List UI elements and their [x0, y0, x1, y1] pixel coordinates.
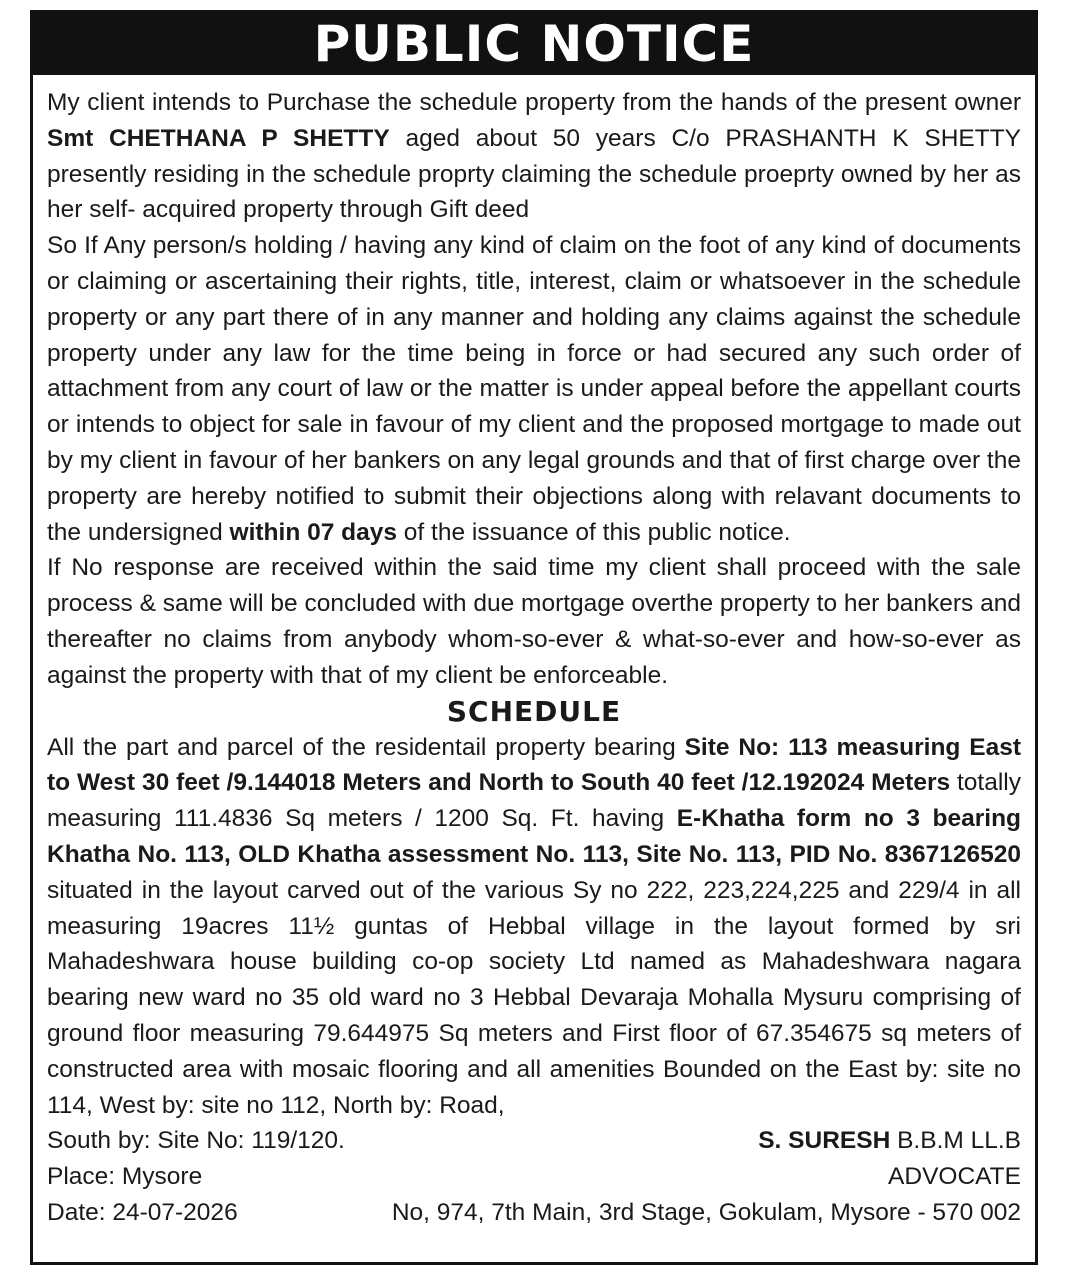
footer-row-2: [47, 1159, 1021, 1195]
schedule-heading: SCHEDULE: [446, 694, 622, 728]
site-details: Site No: 113 measuring East to West 30 feet /9.144018 Meters and North to South 40 feet /12.192024 Meters: [47, 733, 1022, 797]
paragraph-intro: [47, 85, 1021, 228]
notice-title: PUBLIC NOTICE: [33, 13, 1035, 75]
text: totally measuring 111.4836 Sq meters / 1200 Sq. Ft. having: [47, 769, 1021, 833]
paragraph-schedule: [47, 730, 1021, 1124]
advocate-signature: [758, 1123, 1021, 1159]
text: So If Any person/s holding / having any kind of claim on the foot of any kind of documents or claiming or ascertaining their rights, title, interest, claim or whatsoever in the schedule property or any part there of in any manner and holding any claims against the schedule property under any law for the time being in force or had secured any such order of attachment from any court of law or the matter is under appeal before the appellant courts or intends to object for sale in favour of my client and the proposed mortgage to made out by my client in favour of her bankers on any legal grounds and that of first charge over the property are hereby notified to submit their objections along with relavant documents to the undersigned: [47, 232, 1021, 546]
khatha-details: E-Khatha form no 3 bearing Khatha No. 113, OLD Khatha assessment No. 113, Site No. 113, PID No. 8367126520: [47, 805, 1021, 868]
paragraph-claims: [47, 228, 1021, 550]
text: All the part and parcel of the residentail property bearing: [47, 733, 685, 761]
date: Date: 24-07-2026: [47, 1199, 238, 1227]
south-boundary: South by: Site No: 119/120.: [47, 1127, 345, 1155]
owner-name: Smt CHETHANA P SHETTY: [47, 124, 390, 152]
footer-row-3: [47, 1195, 1021, 1231]
notice-body: [33, 75, 1035, 1231]
advocate-address: No, 974, 7th Main, 3rd Stage, Gokulam, Mysore - 570 002: [391, 1199, 1021, 1227]
text: of the issuance of this public notice.: [397, 518, 791, 546]
footer-row-1: [47, 1123, 1021, 1159]
text: situated in the layout carved out of the various Sy no 222, 223,224,225 and 229/4 in all measuring 19acres 11½ guntas of Hebbal village in the layout formed by sri Mahadeshwara house building co-op society Ltd named as Mahadeshwara nagara bearing new ward no 35 old ward no 3 Hebbal Devaraja Mohalla Mysuru comprising of ground floor measuring 79.644975 Sq meters and First floor of 67.354675 sq meters of constructed area with mosaic flooring and all amenities Bounded on the East by: site no 114, West by: site no 112, North by: Road,: [47, 876, 1021, 1119]
deadline: within 07 days: [229, 518, 397, 546]
advocate-qualifications: B.B.M LL.B: [890, 1127, 1021, 1155]
text: aged about 50 years C/o PRASHANTH K SHETTY presently residing in the schedule proprty claiming the schedule proeprty owned by her as her self- acquired property through Gift deed: [47, 124, 1021, 224]
advocate-title: ADVOCATE: [888, 1163, 1021, 1191]
place: Place: Mysore: [47, 1163, 203, 1191]
advocate-name: S. SURESH: [758, 1127, 891, 1155]
public-notice: [30, 10, 1038, 1265]
text: My client intends to Purchase the schedule property from the hands of the present owner: [47, 89, 1021, 116]
paragraph-no-response: If No response are received within the said time my client shall proceed with the sale process & same will be concluded with due mortgage overthe property to her bankers and thereafter no claims from anybody whom-so-ever & what-so-ever and how-so-ever as against the property with that of my client be enforceable.: [47, 554, 1021, 689]
